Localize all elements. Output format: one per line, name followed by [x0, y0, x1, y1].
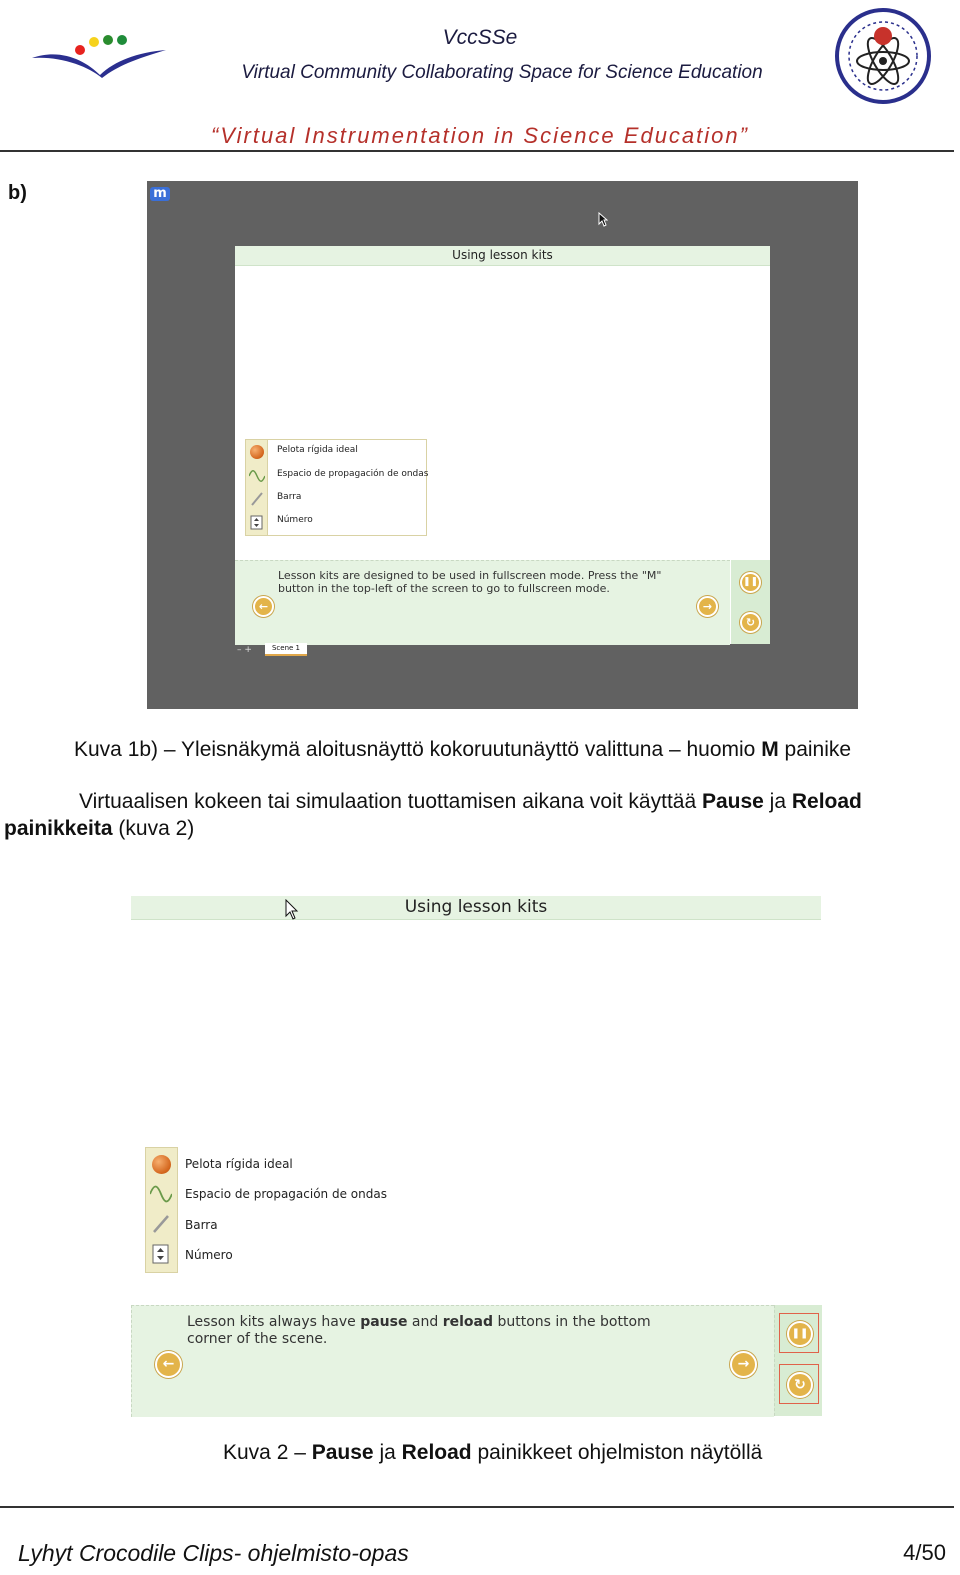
page-number: 4/50 [903, 1540, 946, 1565]
ball-icon [152, 1155, 171, 1174]
vccsse-seal-logo [828, 6, 938, 106]
previous-page-button[interactable]: ← [253, 596, 274, 617]
scene-controls [731, 560, 770, 644]
lesson-title-bar: Using lesson kits [235, 246, 770, 266]
number-stepper-icon [250, 515, 263, 530]
header-title: VccSSe [442, 26, 518, 49]
bar-icon [250, 492, 264, 506]
figure-label: b) [8, 182, 27, 204]
pause-button[interactable]: ❚❚ [787, 1321, 813, 1347]
message-line: Lesson kits are designed to be used in fullscreen mode. Press the "M" [278, 569, 662, 582]
previous-page-button[interactable]: ← [155, 1351, 182, 1378]
scene-tab[interactable]: Scene 1 [265, 643, 307, 656]
lesson-canvas [235, 246, 770, 644]
wave-icon [249, 469, 265, 483]
pause-button[interactable]: ❚❚ [740, 572, 761, 593]
scene-controls [774, 1305, 822, 1416]
lesson-message-box [235, 560, 730, 645]
kit-item[interactable]: Pelota rígida ideal [185, 1157, 293, 1171]
screenshot-lesson-zoom [131, 896, 821, 1416]
header-subtitle: Virtual Community Collaborating Space for Science Education [241, 62, 763, 83]
lesson-title-bar: Using lesson kits [131, 896, 821, 920]
mouse-cursor-icon [285, 899, 299, 920]
kit-item[interactable]: Espacio de propagación de ondas [277, 469, 429, 479]
lesson-message-box [131, 1305, 774, 1417]
kit-item[interactable]: Número [277, 515, 313, 525]
screenshot-fullscreen [147, 181, 858, 709]
header-tagline: “Virtual Instrumentation in Science Education” [211, 123, 749, 148]
lesson-kit-list [245, 439, 427, 536]
bar-icon [152, 1214, 170, 1234]
figure2-caption: Kuva 2 – Pause ja Reload painikkeet ohjelmiston näytöllä [223, 1441, 763, 1464]
reload-button[interactable]: ↻ [787, 1372, 813, 1398]
lesson-kit-list [144, 1146, 386, 1272]
body-paragraph-line1: Virtuaalisen kokeen tai simulaation tuottamisen aikana voit käyttää Pause ja Reload [79, 790, 862, 813]
message-line: corner of the scene. [187, 1331, 328, 1347]
wave-icon [150, 1184, 172, 1204]
kit-item[interactable]: Barra [185, 1218, 218, 1232]
number-stepper-icon [152, 1244, 169, 1264]
kit-item[interactable]: Pelota rígida ideal [277, 445, 358, 455]
fullscreen-m-button[interactable]: m [150, 187, 170, 201]
figure1-caption: Kuva 1b) – Yleisnäkymä aloitusnäyttö kokoruutunäyttö valittuna – huomio M painike [74, 738, 852, 761]
header-divider [0, 150, 954, 152]
kit-item[interactable]: Barra [277, 492, 302, 502]
next-page-button[interactable]: → [730, 1351, 757, 1378]
message-line: button in the top-left of the screen to go to fullscreen mode. [278, 582, 610, 595]
footer-title: Lyhyt Crocodile Clips- ohjelmisto-opas [18, 1540, 409, 1566]
kit-item[interactable]: Número [185, 1248, 233, 1262]
footer-divider [0, 1506, 954, 1508]
message-line: Lesson kits always have pause and reload buttons in the bottom [187, 1314, 651, 1330]
mouse-cursor-icon [598, 212, 608, 227]
zoom-controls[interactable]: – + [237, 645, 252, 655]
next-page-button[interactable]: → [697, 596, 718, 617]
reload-button[interactable]: ↻ [740, 612, 761, 633]
ball-icon [250, 445, 264, 459]
kit-item[interactable]: Espacio de propagación de ondas [185, 1187, 387, 1201]
body-paragraph-line2: painikkeita (kuva 2) [4, 817, 195, 840]
